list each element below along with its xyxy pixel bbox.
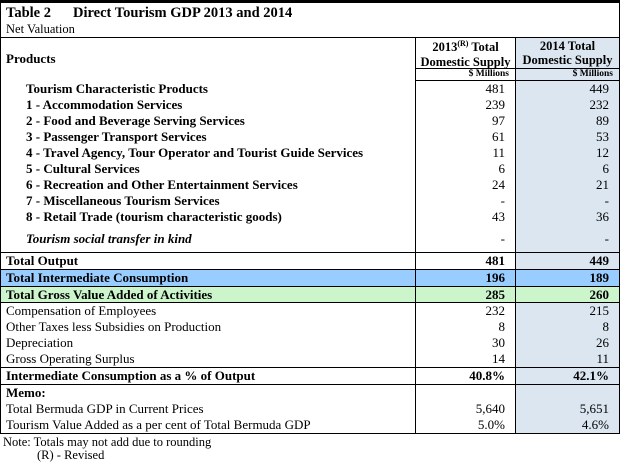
value-2014-cell: 21: [515, 177, 619, 193]
value-2014-cell: 42.1%: [515, 368, 619, 384]
column-header-2013-line1: $2013^{(R)}$ Total: [432, 39, 499, 55]
value-2013-cell: 11: [415, 145, 515, 161]
value-2013-cell: 285: [415, 287, 515, 302]
column-header-2014-line1: 2014 Total: [539, 39, 596, 53]
value-2013-cell: -: [415, 193, 515, 209]
value-2014-cell: 449: [515, 253, 619, 269]
value-2013-cell: 5,640: [415, 401, 515, 417]
table-row: [1, 252, 619, 269]
table-row: [1, 209, 619, 225]
column-header-2013-line2: Domestic Supply: [420, 54, 511, 69]
product-label-cell: 1 - Accommodation Services: [26, 97, 183, 112]
units-label-2014: $ Millions: [515, 68, 619, 81]
value-2013-cell: 97: [415, 113, 515, 129]
table-header-row: [1, 38, 619, 68]
product-label-cell: Other Taxes less Subsidies on Production: [6, 319, 222, 334]
value-2013-cell: 43: [415, 209, 515, 225]
product-label-cell: 7 - Miscellaneous Tourism Services: [26, 193, 220, 208]
value-2013-cell: 6: [415, 161, 515, 177]
value-2014-cell: 232: [515, 97, 619, 113]
product-label-cell: Total Gross Value Added of Activities: [6, 287, 213, 302]
column-header-2014-line2: Domestic Supply: [522, 53, 613, 67]
value-2013-cell: 40.8%: [415, 368, 515, 384]
value-2014-cell: 8: [515, 319, 619, 335]
value-2014-cell: 26: [515, 335, 619, 351]
value-2014-cell: 6: [515, 161, 619, 177]
value-2014-cell: 5,651: [515, 401, 619, 417]
table-row: [1, 81, 619, 97]
value-2014-cell: 89: [515, 113, 619, 129]
table-row: [1, 129, 619, 145]
value-2013-cell: 232: [415, 303, 515, 319]
value-2013-cell: 481: [415, 81, 515, 97]
footnotes: [0, 434, 620, 462]
column-header-2013: [415, 38, 515, 68]
product-label-cell: 2 - Food and Beverage Serving Services: [26, 113, 245, 128]
table-row: [1, 335, 619, 351]
revised-superscript: (R): [457, 39, 469, 49]
table-row: [1, 113, 619, 129]
value-2013-cell: 30: [415, 335, 515, 351]
value-2013-cell: 5.0%: [415, 417, 515, 433]
value-2014-cell: 11: [515, 351, 619, 367]
product-label-cell: Total Output: [6, 253, 79, 268]
value-2014-cell: 36: [515, 209, 619, 225]
table-row: [1, 161, 619, 177]
table-row: [1, 145, 619, 161]
value-2014-cell: 449: [515, 81, 619, 97]
product-label-cell: Tourism social transfer in kind: [26, 231, 192, 246]
units-label-2013: $ Millions: [415, 68, 515, 81]
column-header-2014: [515, 38, 619, 68]
table-body: [1, 81, 619, 433]
value-2014-cell: 260: [515, 287, 619, 302]
product-label-cell: 5 - Cultural Services: [26, 161, 140, 176]
table-row: [1, 286, 619, 303]
table-row: [1, 97, 619, 113]
products-column-header: Products: [6, 51, 56, 66]
product-label-cell: Gross Operating Surplus: [6, 351, 135, 366]
value-2014-cell: 215: [515, 303, 619, 319]
value-2013-cell: 24: [415, 177, 515, 193]
table-title-text: Direct Tourism GDP 2013 and 2014: [73, 5, 293, 21]
product-label-cell: Total Bermuda GDP in Current Prices: [6, 401, 204, 416]
table-row: [1, 385, 619, 401]
units-row-spacer: [1, 68, 415, 81]
table-number: Table 2: [6, 5, 51, 21]
table-title-block: [1, 3, 619, 38]
table-title: [6, 5, 615, 22]
rounding-note: Note: Totals may not add due to rounding: [3, 435, 212, 449]
product-label-cell: Depreciation: [6, 335, 74, 350]
value-2013-cell: 8: [415, 319, 515, 335]
value-2014-cell: 53: [515, 129, 619, 145]
table-row: [1, 177, 619, 193]
table-row: [1, 367, 619, 385]
value-2014-cell: -: [515, 193, 619, 209]
value-2013-cell: 239: [415, 97, 515, 113]
product-label-cell: 8 - Retail Trade (tourism characteristic goods): [26, 209, 282, 224]
value-2013-cell: [415, 385, 515, 401]
product-label-cell: Tourism Value Added as a per cent of Total Bermuda GDP: [6, 417, 311, 432]
value-2013-cell: -: [415, 225, 515, 252]
product-label-cell: Memo:: [6, 385, 46, 400]
product-label-cell: 3 - Passenger Transport Services: [26, 129, 207, 144]
table-row: [1, 401, 619, 417]
table-row: [1, 225, 619, 252]
product-label-cell: Intermediate Consumption as a % of Output: [6, 368, 256, 383]
value-2014-cell: 189: [515, 270, 619, 286]
value-2014-cell: -: [515, 225, 619, 252]
product-label-cell: Compensation of Employees: [6, 303, 157, 318]
value-2013-cell: 14: [415, 351, 515, 367]
value-2013-cell: 196: [415, 270, 515, 286]
product-label-cell: Tourism Characteristic Products: [26, 81, 208, 96]
table-row: [1, 417, 619, 433]
revised-note: (R) - Revised: [37, 448, 105, 462]
table-row: [1, 319, 619, 335]
value-2014-cell: 12: [515, 145, 619, 161]
product-label-cell: 4 - Travel Agency, Tour Operator and Tourist Guide Services: [26, 145, 364, 160]
value-2014-cell: 4.6%: [515, 417, 619, 433]
value-2014-cell: [515, 385, 619, 401]
table-row: [1, 269, 619, 286]
units-row: [1, 68, 619, 81]
table-row: [1, 303, 619, 319]
value-2013-cell: 481: [415, 253, 515, 269]
table-row: [1, 351, 619, 367]
value-2013-cell: 61: [415, 129, 515, 145]
product-label-cell: Total Intermediate Consumption: [6, 270, 189, 285]
table-subtitle: Net Valuation: [6, 22, 75, 36]
table-row: [1, 193, 619, 209]
product-label-cell: 6 - Recreation and Other Entertainment Services: [26, 177, 298, 192]
